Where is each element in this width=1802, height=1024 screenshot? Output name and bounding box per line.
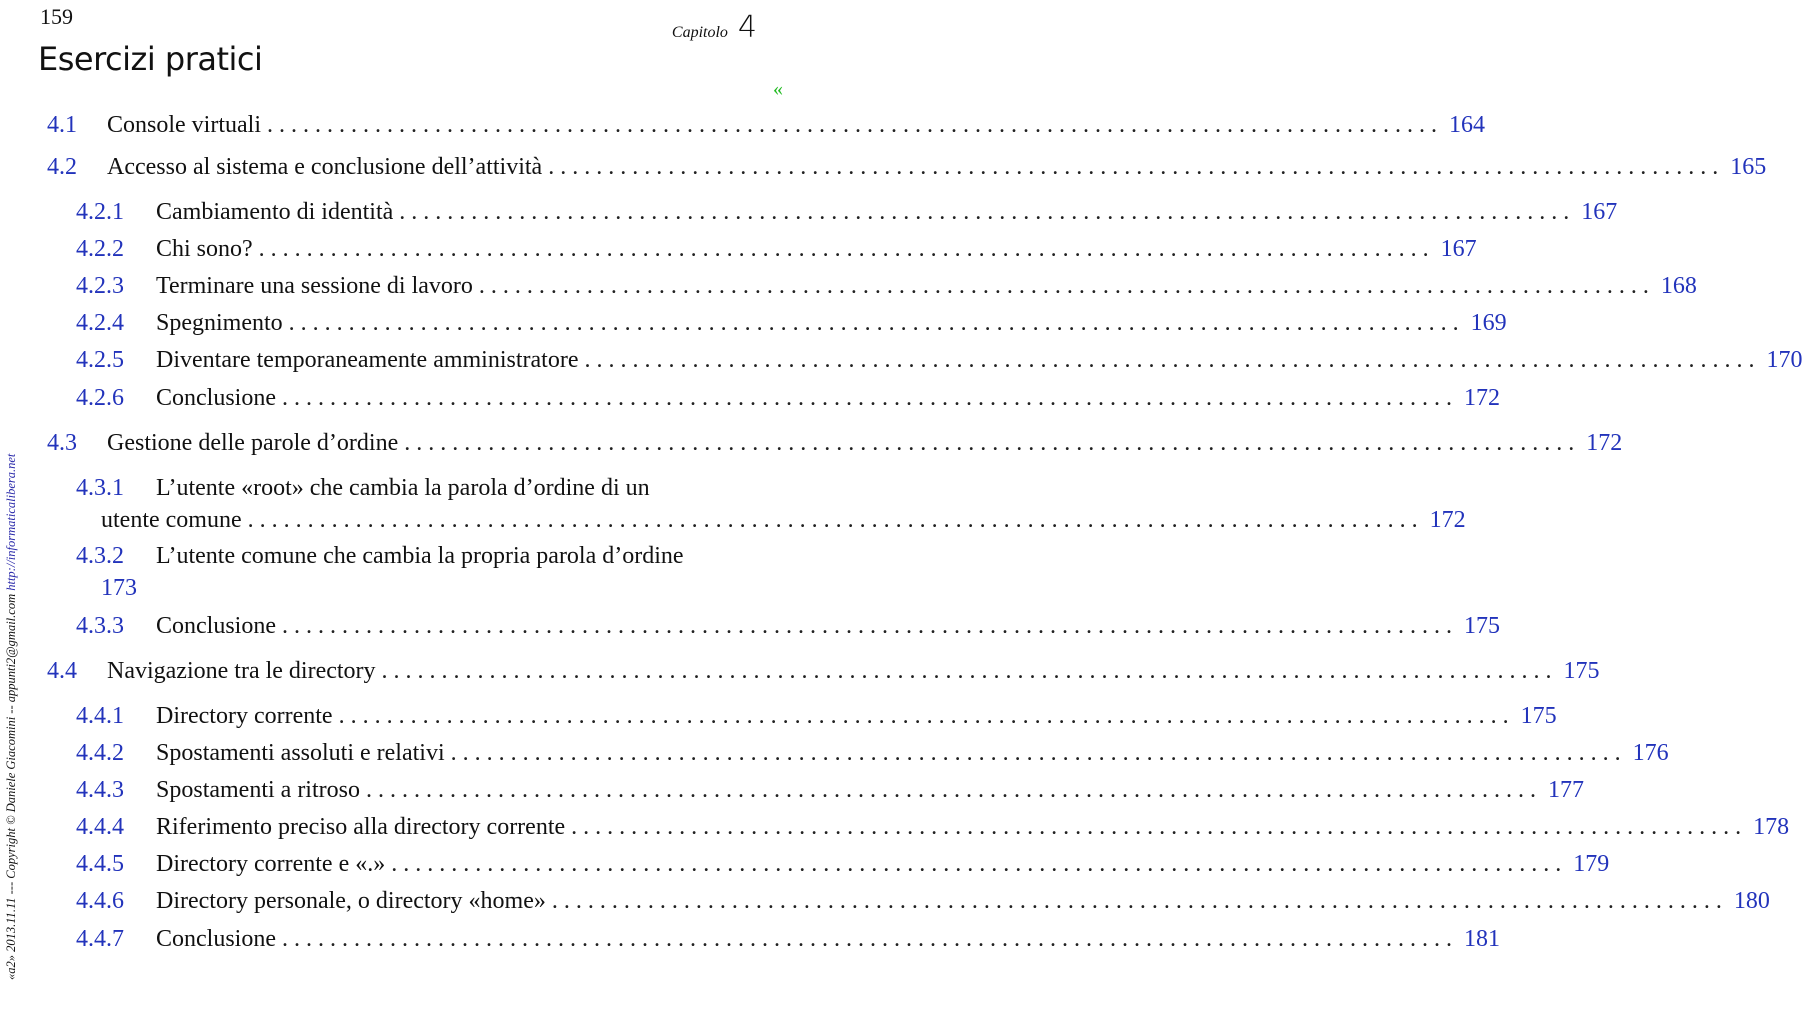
toc-entry-number[interactable]: 4.3.1 bbox=[76, 475, 124, 501]
dot-leader: .................................................................................................. bbox=[288, 310, 1465, 336]
toc-entry-number[interactable]: 4.2.3 bbox=[76, 273, 124, 299]
dot-leader: .................................................................................................. bbox=[478, 273, 1655, 299]
toc-entry-title: Chi sono? bbox=[156, 236, 253, 262]
toc-entry-page[interactable]: 172 bbox=[1586, 430, 1623, 456]
toc-entry-number[interactable]: 4.3.2 bbox=[76, 543, 124, 569]
dot-leader: .................................................................................................. bbox=[391, 851, 1568, 877]
dot-leader: .................................................................................................. bbox=[338, 703, 1515, 729]
toc-entry-number[interactable]: 4.1 bbox=[47, 112, 77, 138]
toc-entry-title: Diventare temporaneamente amministratore bbox=[156, 347, 579, 373]
side-credit bbox=[2, 340, 20, 980]
side-credit-link[interactable]: http://informaticalibera.net bbox=[4, 453, 18, 591]
toc-entry-page[interactable]: 167 bbox=[1581, 199, 1618, 225]
toc-entry-title: Cambiamento di identità bbox=[156, 199, 394, 225]
toc-entry-title: Spostamenti assoluti e relativi bbox=[156, 740, 445, 766]
toc-entry-title: Accesso al sistema e conclusione dell’attività bbox=[107, 154, 543, 180]
toc-entry-page[interactable]: 167 bbox=[1440, 236, 1477, 262]
dot-leader: .................................................................................................. bbox=[247, 507, 1424, 533]
toc-entry-number[interactable]: 4.4.4 bbox=[76, 814, 124, 840]
toc-entry-title: Riferimento preciso alla directory corrente bbox=[156, 814, 566, 840]
toc-entry-number[interactable]: 4.4.6 bbox=[76, 888, 124, 914]
toc-entry-page[interactable]: 176 bbox=[1632, 740, 1669, 766]
dot-leader: .................................................................................................. bbox=[266, 112, 1443, 138]
toc-entry-title: Spostamenti a ritroso bbox=[156, 777, 360, 803]
toc-entry-number[interactable]: 4.4.3 bbox=[76, 777, 124, 803]
toc-entry-page[interactable]: 169 bbox=[1470, 310, 1507, 336]
toc-entry-title-continued: utente comune bbox=[101, 507, 242, 533]
toc-entry-page[interactable]: 170 bbox=[1766, 347, 1802, 373]
toc-entry-title: Terminare una sessione di lavoro bbox=[156, 273, 473, 299]
dot-leader: .................................................................................................. bbox=[258, 236, 1435, 262]
toc-entry-page[interactable]: 175 bbox=[1464, 613, 1500, 639]
toc-entry-number[interactable]: 4.2.2 bbox=[76, 236, 124, 262]
toc-entry-number[interactable]: 4.2.5 bbox=[76, 347, 124, 373]
toc-entry-page[interactable]: 178 bbox=[1753, 814, 1790, 840]
toc-entry-page[interactable]: 165 bbox=[1730, 154, 1767, 180]
dot-leader: .................................................................................................. bbox=[399, 199, 1576, 225]
toc-entry-page[interactable]: 175 bbox=[1563, 658, 1600, 684]
toc-entry-page[interactable]: 181 bbox=[1464, 926, 1500, 952]
toc-entry-title: Directory corrente bbox=[156, 703, 333, 729]
chapter-label bbox=[672, 10, 757, 45]
toc-entry-page[interactable]: 168 bbox=[1660, 273, 1697, 299]
side-credit-text: «a2» 2013.11.11 --- Copyright © Daniele Giacomini -- appunti2@gmail.com bbox=[4, 590, 18, 980]
toc-entry-title: Conclusione bbox=[156, 926, 276, 952]
dot-leader: .................................................................................................. bbox=[282, 613, 1458, 639]
toc-entry-title: Conclusione bbox=[156, 613, 276, 639]
toc-entry-title: Navigazione tra le directory bbox=[107, 658, 376, 684]
dot-leader: .................................................................................................. bbox=[282, 926, 1458, 952]
toc-entry-number[interactable]: 4.3 bbox=[47, 430, 77, 456]
toc-entry-number[interactable]: 4.2.4 bbox=[76, 310, 124, 336]
dot-leader: .................................................................................................. bbox=[551, 888, 1728, 914]
toc-entry-title: Gestione delle parole d’ordine bbox=[107, 430, 399, 456]
chapter-word: Capitolo bbox=[671, 24, 728, 41]
toc-entry-page[interactable]: 172 bbox=[1429, 507, 1466, 533]
toc-entry-number[interactable]: 4.2.6 bbox=[76, 385, 124, 411]
toc-entry-number[interactable]: 4.4.5 bbox=[76, 851, 124, 877]
toc-entry-page[interactable]: 175 bbox=[1520, 703, 1557, 729]
toc-entry-number[interactable]: 4.4.2 bbox=[76, 740, 124, 766]
back-link[interactable]: « bbox=[773, 78, 783, 100]
toc-entry-title: L’utente «root» che cambia la parola d’ordine di un bbox=[156, 475, 650, 501]
dot-leader: .................................................................................................. bbox=[381, 658, 1558, 684]
dot-leader: .................................................................................................. bbox=[282, 385, 1458, 411]
toc-entry-number[interactable]: 4.2 bbox=[47, 154, 77, 180]
dot-leader: .................................................................................................. bbox=[584, 347, 1761, 373]
dot-leader: .................................................................................................. bbox=[404, 430, 1581, 456]
toc-entry-number[interactable]: 4.2.1 bbox=[76, 199, 124, 225]
toc-entry-page[interactable]: 179 bbox=[1573, 851, 1610, 877]
dot-leader: .................................................................................................. bbox=[571, 814, 1748, 840]
chapter-number: 4 bbox=[737, 10, 757, 45]
dot-leader: .................................................................................................. bbox=[365, 777, 1542, 803]
dot-leader: .................................................................................................. bbox=[450, 740, 1627, 766]
toc-entry-number[interactable]: 4.4.7 bbox=[76, 926, 124, 952]
toc-entry-page[interactable]: 164 bbox=[1448, 112, 1485, 138]
toc-entry-page[interactable]: 172 bbox=[1464, 385, 1500, 411]
toc-entry-number[interactable]: 4.3.3 bbox=[76, 613, 124, 639]
dot-leader: .................................................................................................. bbox=[548, 154, 1725, 180]
toc-entry-title: Directory corrente e «.» bbox=[156, 851, 386, 877]
toc-entry-title: Console virtuali bbox=[107, 112, 261, 138]
page-number: 159 bbox=[40, 4, 73, 29]
chapter-title: Esercizi pratici bbox=[38, 40, 263, 78]
toc-entry-page[interactable]: 173 bbox=[101, 575, 137, 601]
toc-entry-title: Conclusione bbox=[156, 385, 276, 411]
toc-entry-number[interactable]: 4.4.1 bbox=[76, 703, 124, 729]
toc-entry-title: Directory personale, o directory «home» bbox=[156, 888, 546, 914]
toc-entry-page[interactable]: 177 bbox=[1547, 777, 1584, 803]
toc-entry-title: L’utente comune che cambia la propria parola d’ordine bbox=[156, 543, 684, 569]
toc-entry-number[interactable]: 4.4 bbox=[47, 658, 77, 684]
toc-entry-title: Spegnimento bbox=[156, 310, 283, 336]
toc-entry-page[interactable]: 180 bbox=[1733, 888, 1770, 914]
